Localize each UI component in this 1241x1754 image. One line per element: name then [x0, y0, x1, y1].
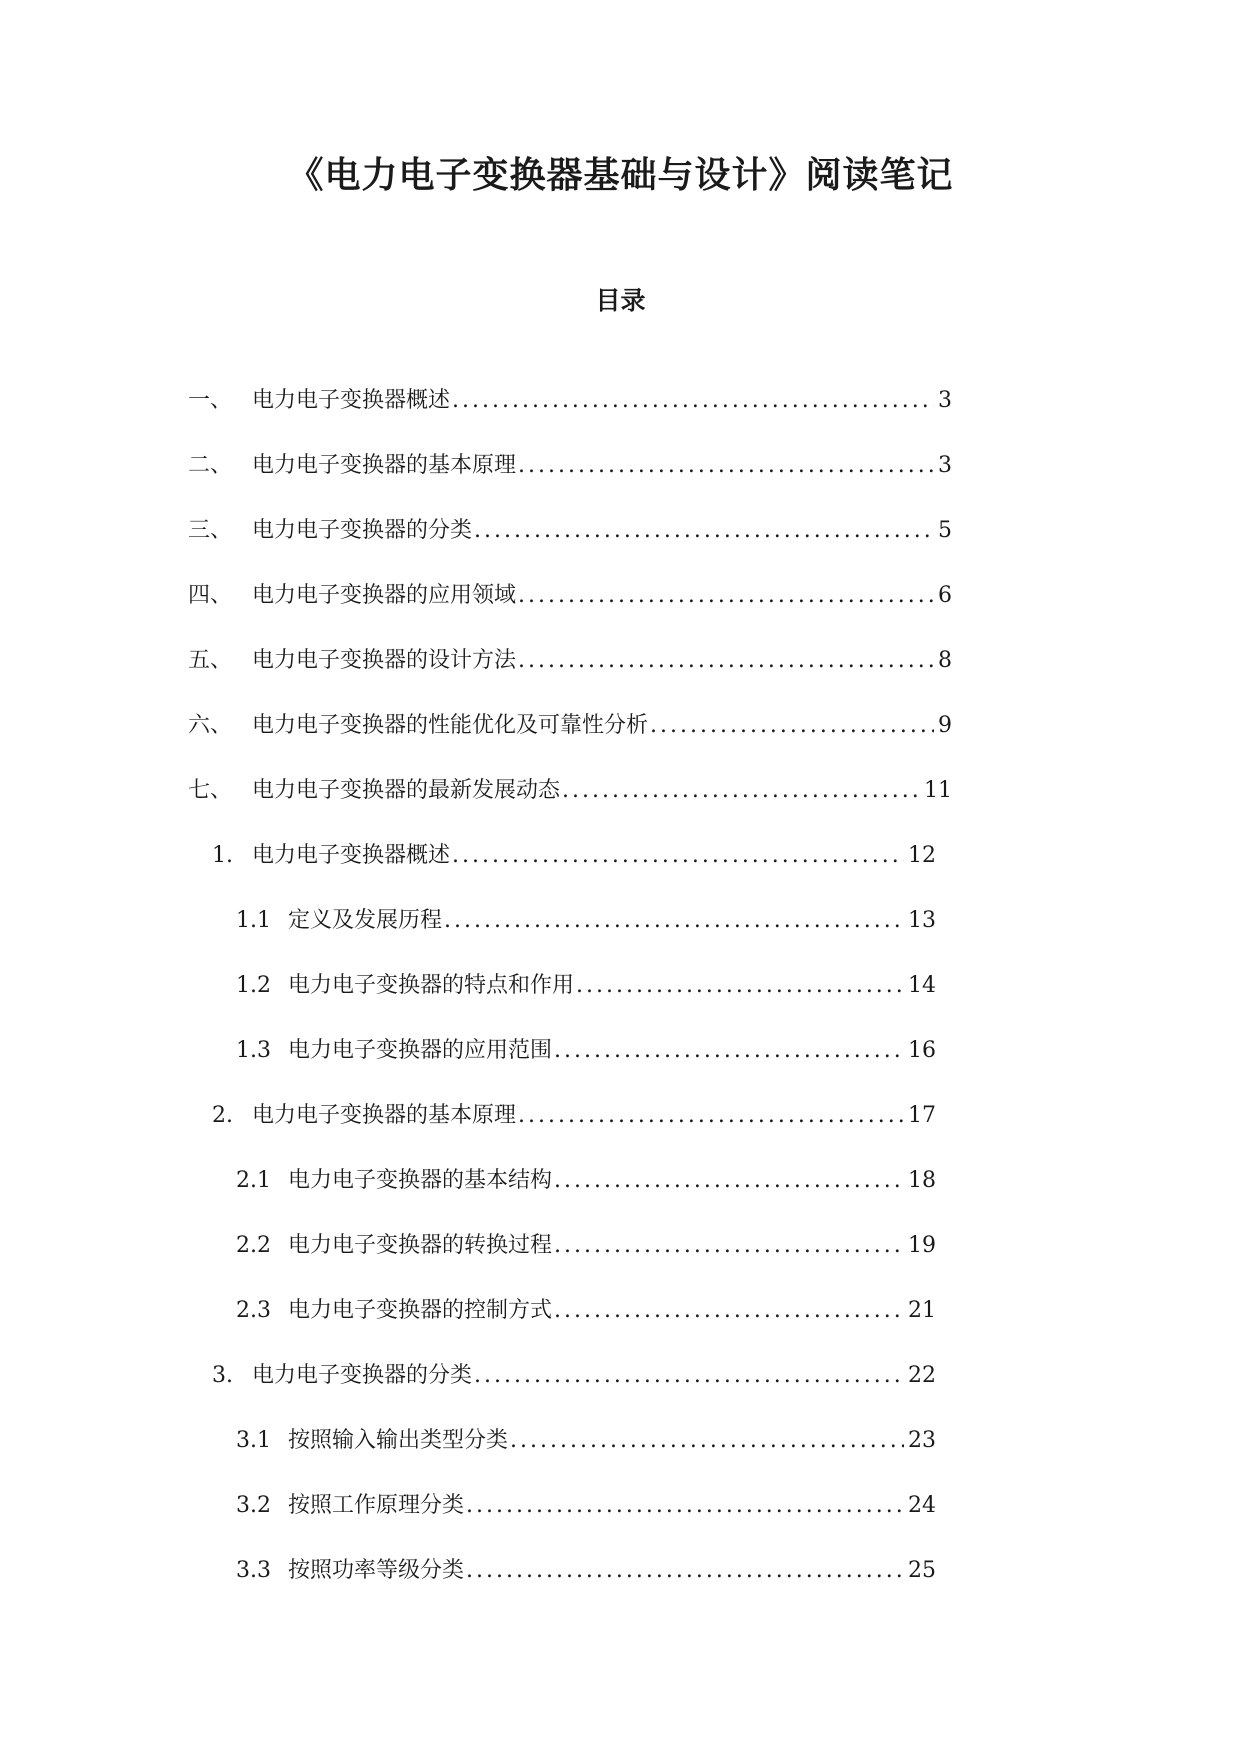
- toc-entry-number: 六、: [188, 713, 233, 738]
- toc-dot-leader: [518, 1099, 904, 1133]
- toc-entry-number: 1.2: [236, 973, 271, 998]
- toc-entry[interactable]: [236, 904, 936, 938]
- toc-dot-leader: [650, 709, 934, 743]
- toc-entry[interactable]: [188, 644, 952, 678]
- toc-entry-label: 电力电子变换器的基本原理: [252, 1103, 517, 1128]
- toc-entry-label: 电力电子变换器的控制方式: [288, 1298, 553, 1323]
- toc-entry-number: 五、: [188, 648, 233, 673]
- toc-entry[interactable]: [236, 1229, 936, 1263]
- toc-entry-label: 定义及发展历程: [288, 908, 443, 933]
- toc-entry-page-number: 19: [908, 1233, 936, 1258]
- toc-entry-page-number: 3: [938, 453, 952, 478]
- toc-entry-label: 电力电子变换器概述: [252, 388, 451, 413]
- toc-dot-leader: [554, 1164, 904, 1198]
- toc-entry-page-number: 25: [908, 1558, 936, 1583]
- toc-entry[interactable]: [188, 579, 952, 613]
- toc-entry-page-number: 5: [938, 518, 952, 543]
- toc-entry-page-number: 14: [908, 973, 936, 998]
- toc-dot-leader: [452, 839, 904, 873]
- toc-dot-leader: [466, 1554, 904, 1588]
- toc-dot-leader: [554, 1294, 904, 1328]
- toc-entry[interactable]: [236, 1489, 936, 1523]
- toc-entry-label: 电力电子变换器的基本原理: [252, 453, 517, 478]
- toc-entry-label: 按照输入输出类型分类: [288, 1428, 509, 1453]
- toc-entry-number: 2.3: [236, 1298, 271, 1323]
- toc-entry-number: 二、: [188, 453, 233, 478]
- toc-entry-label: 电力电子变换器的最新发展动态: [252, 778, 561, 803]
- toc-dot-leader: [466, 1489, 904, 1523]
- toc-entry-label: 按照工作原理分类: [288, 1493, 465, 1518]
- toc-entry[interactable]: [236, 969, 936, 1003]
- toc-entry-number: 2.1: [236, 1168, 271, 1193]
- toc-entry[interactable]: [212, 1099, 936, 1133]
- toc-dot-leader: [518, 449, 934, 483]
- toc-entry-number: 四、: [188, 583, 233, 608]
- toc-dot-leader: [510, 1424, 904, 1458]
- toc-entry-label: 电力电子变换器概述: [252, 843, 451, 868]
- toc-entry-page-number: 17: [908, 1103, 936, 1128]
- toc-dot-leader: [554, 1229, 904, 1263]
- toc-entry[interactable]: [236, 1294, 936, 1328]
- toc-entry-label: 电力电子变换器的特点和作用: [288, 973, 575, 998]
- toc-entry-label: 电力电子变换器的分类: [252, 1363, 473, 1388]
- toc-entry-label: 电力电子变换器的分类: [252, 518, 473, 543]
- toc-entry-page-number: 13: [908, 908, 936, 933]
- toc-entry-label: 电力电子变换器的应用领域: [252, 583, 517, 608]
- toc-entry-page-number: 21: [908, 1298, 936, 1323]
- toc-entry-number: 1.3: [236, 1038, 271, 1063]
- toc-entry[interactable]: [236, 1554, 936, 1588]
- toc-entry-number: 3.3: [236, 1558, 271, 1583]
- toc-entry-label: 电力电子变换器的性能优化及可靠性分析: [252, 713, 649, 738]
- toc-entry[interactable]: [212, 839, 936, 873]
- toc-entry[interactable]: [236, 1034, 936, 1068]
- toc-entry-number: 三、: [188, 518, 233, 543]
- toc-entry-number: 七、: [188, 778, 233, 803]
- toc-entry-number: 1.1: [236, 908, 271, 933]
- document-title: 《电力电子变换器基础与设计》阅读笔记: [287, 155, 954, 196]
- toc-entry[interactable]: [188, 709, 952, 743]
- toc-entry-page-number: 16: [908, 1038, 936, 1063]
- toc-dot-leader: [518, 644, 934, 678]
- toc-dot-leader: [554, 1034, 904, 1068]
- toc-dot-leader: [474, 514, 934, 548]
- toc-dot-leader: [518, 579, 934, 613]
- toc-entry-label: 电力电子变换器的基本结构: [288, 1168, 553, 1193]
- toc-dot-leader: [452, 384, 934, 418]
- toc-heading: 目录: [595, 286, 646, 315]
- toc-entry-page-number: 6: [938, 583, 952, 608]
- toc-entry-page-number: 22: [908, 1363, 936, 1388]
- toc-entry[interactable]: [188, 449, 952, 483]
- toc-entry-number: 1.: [212, 843, 233, 868]
- toc-entry-label: 电力电子变换器的设计方法: [252, 648, 517, 673]
- toc-entry[interactable]: [212, 1359, 936, 1393]
- toc-entry-page-number: 12: [908, 843, 936, 868]
- toc-entry-number: 3.2: [236, 1493, 271, 1518]
- toc-entry-page-number: 24: [908, 1493, 936, 1518]
- toc-entry-label: 电力电子变换器的转换过程: [288, 1233, 553, 1258]
- toc-entry-number: 3.: [212, 1363, 233, 1388]
- toc-entry-label: 按照功率等级分类: [288, 1558, 465, 1583]
- toc-entry-page-number: 8: [938, 648, 952, 673]
- toc-entry[interactable]: [188, 774, 952, 808]
- toc-entry-number: 2.2: [236, 1233, 271, 1258]
- toc-entry-page-number: 9: [938, 713, 952, 738]
- toc-dot-leader: [576, 969, 904, 1003]
- toc-entry-page-number: 11: [924, 778, 952, 803]
- toc-entry-label: 电力电子变换器的应用范围: [288, 1038, 553, 1063]
- toc-dot-leader: [444, 904, 904, 938]
- toc-entry-number: 2.: [212, 1103, 233, 1128]
- toc-dot-leader: [474, 1359, 904, 1393]
- toc-entry-number: 3.1: [236, 1428, 271, 1453]
- toc-entry-page-number: 3: [938, 388, 952, 413]
- toc-entry[interactable]: [188, 514, 952, 548]
- toc-entry[interactable]: [236, 1424, 936, 1458]
- toc-dot-leader: [562, 774, 920, 808]
- toc-entry-page-number: 18: [908, 1168, 936, 1193]
- toc-entry[interactable]: [188, 384, 952, 418]
- toc-entry-page-number: 23: [908, 1428, 936, 1453]
- toc-entry[interactable]: [236, 1164, 936, 1198]
- toc-entry-number: 一、: [188, 388, 233, 413]
